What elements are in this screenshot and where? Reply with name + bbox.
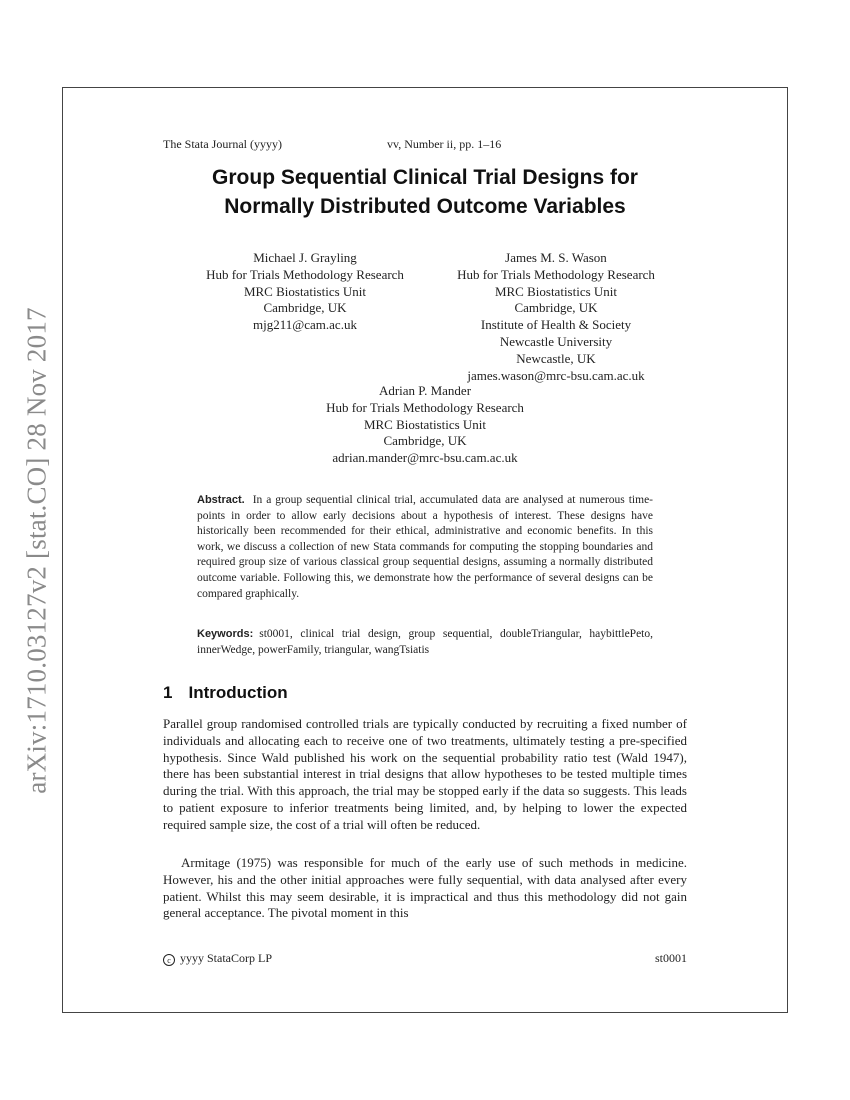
copyright-text: yyyy StataCorp LP (180, 951, 272, 965)
author-block-mander (300, 383, 550, 467)
abstract-label: Abstract. (197, 494, 245, 506)
author-location: Cambridge, UK (514, 300, 598, 316)
author-affiliation: MRC Biostatistics Unit (494, 283, 618, 299)
author-email: james.wason@mrc-bsu.cam.ac.uk (467, 367, 645, 383)
title-line: Normally Distributed Outcome Variables (224, 195, 626, 218)
keywords-text: st0001, clinical trial design, group sequential, doubleTriangular, haybittlePeto, innerWedge, powerFamily, triangular, wangTsiatis (197, 628, 653, 656)
author-email: adrian.mander@mrc-bsu.cam.ac.uk (332, 450, 518, 466)
author-block-wason (430, 250, 682, 384)
volume-info: vv, Number ii, pp. 1–16 (387, 137, 502, 151)
author-name: James M. S. Wason (505, 250, 607, 265)
abstract-text: In a group sequential clinical trial, accumulated data are analysed at numerous time-points in order to allow early decisions about a hypothesis of interest. These designs have historically been recommended for their ethical, administrative and economic benefits. In this work, we discuss a collection of new Stata commands for computing the stopping boundaries and required group size of various classical group sequential designs, assuming a normally distributed outcome variable. Following this, we demonstrate how the performance of several designs can be compared graphically. (197, 494, 653, 600)
section-heading-introduction (163, 683, 288, 703)
paper-title (163, 163, 687, 221)
body-paragraph: Parallel group randomised controlled trials are typically conducted by recruiting a fixed number of individuals and allocating each to receive one of two treatments, ultimately testing a pre-specified hypothesis. Since Wald published his work on the sequential probability ratio test (Wald 1947), there has been substantial interest in trial designs that allow hypotheses to be tested multiple times during the trial. With this approach, the trial may be stopped early if the data so suggests. This leads to patient exposure to inferior treatments being limited, and, by helping to lower the expected required sample size, the cost of a trial will often be reduced. (163, 716, 687, 832)
author-affiliation: Hub for Trials Methodology Research (326, 399, 524, 415)
author-affiliation: Newcastle University (499, 333, 613, 349)
author-affiliation: MRC Biostatistics Unit (363, 416, 487, 432)
section-number: 1 (163, 683, 173, 702)
journal-name: The Stata Journal (yyyy) (163, 137, 282, 151)
author-email: mjg211@cam.ac.uk (253, 317, 357, 333)
author-affiliation: Institute of Health & Society (480, 317, 632, 333)
author-affiliation: Hub for Trials Methodology Research (457, 266, 655, 282)
title-line: Group Sequential Clinical Trial Designs for (212, 166, 638, 189)
author-block-grayling (180, 250, 430, 334)
body-paragraph: Armitage (1975) was responsible for much of the early use of such methods in medicine. However, his and the other initial approaches were fully sequential, with data analysed after every patient. Whilst this may seem desirable, it is impractical and thus this methodology did not gain general acceptance. The pivotal moment in this (163, 855, 687, 921)
author-location: Cambridge, UK (383, 433, 467, 449)
abstract (197, 493, 653, 602)
arxiv-identifier: arXiv:1710.03127v2 [stat.CO] 28 Nov 2017 (21, 306, 52, 794)
keywords-label: Keywords: (197, 628, 254, 640)
copyright-notice (163, 951, 272, 966)
author-name: Michael J. Grayling (253, 250, 357, 265)
copyright-icon: c (163, 954, 175, 966)
author-affiliation: MRC Biostatistics Unit (243, 283, 367, 299)
article-code: st0001 (654, 951, 687, 965)
author-affiliation: Hub for Trials Methodology Research (206, 266, 404, 282)
author-location: Newcastle, UK (516, 350, 596, 366)
arxiv-side-stamp (17, 290, 57, 810)
author-name: Adrian P. Mander (378, 383, 472, 398)
author-location: Cambridge, UK (263, 300, 347, 316)
section-title: Introduction (188, 683, 288, 702)
keywords (197, 627, 653, 658)
